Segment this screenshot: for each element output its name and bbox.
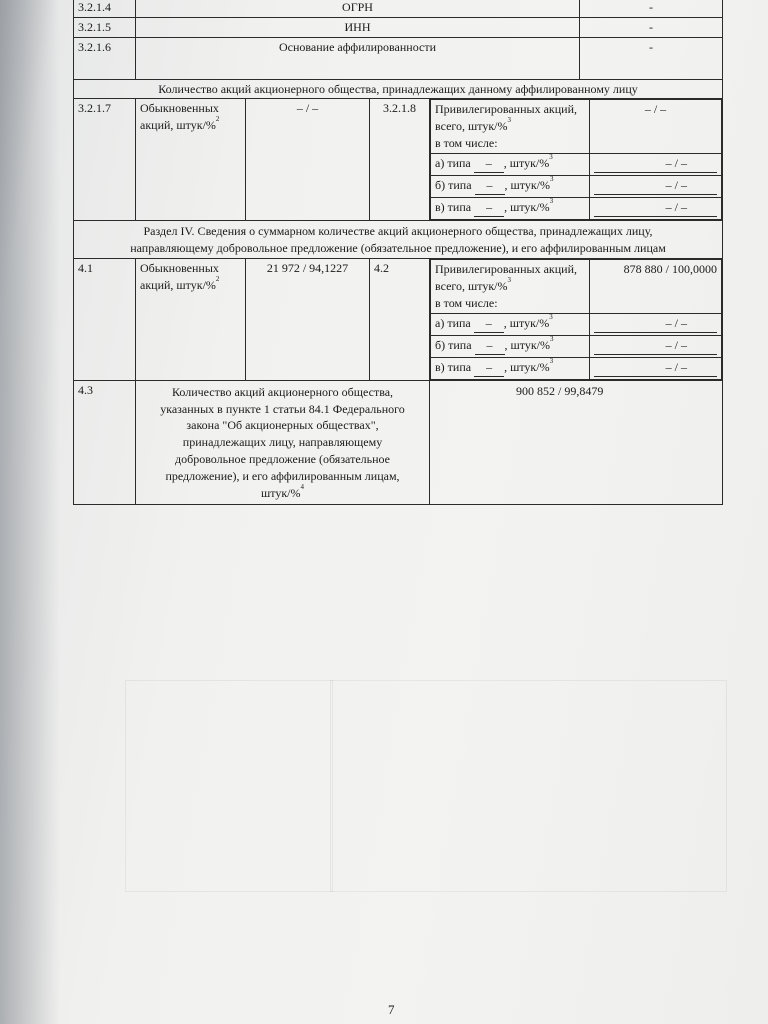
row-number: 3.2.1.6 — [74, 37, 136, 79]
show-through-divider — [330, 680, 333, 892]
footnote-ref: 3 — [549, 152, 553, 161]
preferred-shares-value: 878 880 / 100,0000 — [590, 260, 722, 313]
type-b-value: – / – — [590, 175, 722, 197]
preferred-shares-label: Привилегированных акций, всего, штук/%$^3$ в том числе: — [431, 260, 590, 313]
ordinary-shares-label: Обыкновенных акций, штук/%$^2$ — [136, 259, 246, 380]
field-label-ogrn: ОГРН — [136, 0, 580, 17]
type-b-label: б) типа – , штук/%$^3$ — [431, 335, 590, 357]
row-number: 4.1 — [74, 259, 136, 380]
including-label: в том числе: — [435, 135, 498, 150]
ordinary-shares-label: Обыкновенных акций, штук/%$^2$ — [136, 99, 246, 220]
type-blank: – — [475, 337, 505, 355]
footnote-ref: 3 — [549, 356, 554, 365]
table-row — [74, 380, 723, 505]
type-a-value: – / – — [590, 153, 722, 175]
table-row — [74, 99, 723, 220]
type-blank: – — [474, 199, 504, 217]
page-edge-shadow — [0, 0, 60, 1024]
table-row — [74, 79, 723, 99]
row-number: 3.2.1.7 — [74, 99, 136, 220]
table-row — [74, 37, 723, 79]
row-number: 3.2.1.4 — [74, 0, 136, 17]
table-row — [74, 17, 723, 37]
row-number: 4.2 — [370, 259, 430, 380]
preferred-shares-value: – / – — [590, 100, 722, 153]
footnote-ref: 3 — [550, 334, 554, 343]
field-label-inn: ИНН — [136, 17, 580, 37]
section-header-affiliate-shares: Количество акций акционерного общества, принадлежащих данному аффилированному лицу — [74, 79, 723, 99]
type-blank: – — [474, 315, 504, 333]
ordinary-shares-value: 21 972 / 94,1227 — [246, 259, 370, 380]
total-affiliated-shares-value: 900 852 / 99,8479 — [430, 380, 723, 505]
footnote-ref: 3 — [507, 116, 512, 125]
row-number: 3.2.1.5 — [74, 17, 136, 37]
field-value-affiliation-basis: - — [580, 37, 723, 79]
type-c-label: в) типа – , штук/%$^3$ — [431, 357, 590, 379]
footnote-ref: 2 — [215, 275, 220, 284]
footnote-ref: 2 — [215, 115, 220, 124]
footnote-ref: 3 — [549, 196, 554, 205]
type-c-value: – / – — [590, 357, 722, 379]
table-row — [74, 0, 723, 17]
type-c-value: – / – — [590, 197, 722, 219]
row-number: 3.2.1.8 — [370, 99, 430, 220]
field-value-inn: - — [580, 17, 723, 37]
show-through-table — [125, 680, 727, 892]
type-b-label: б) типа – , штук/%$^3$ — [431, 175, 590, 197]
page-number: 7 — [388, 1002, 395, 1017]
table-row — [74, 259, 723, 380]
type-b-value: – / – — [590, 335, 722, 357]
preferred-shares-label: Привилегированных акций, всего, штук/%$^3$ в том числе: — [431, 100, 590, 153]
type-blank: – — [475, 177, 505, 195]
section-header-section-iv: Раздел IV. Сведения о суммарном количестве акций акционерного общества, принадлежащих лицу, направляющему добровольное предложение (обязательное предложение), и его аффилированным лицам — [74, 220, 723, 259]
including-label: в том числе: — [435, 295, 498, 310]
footnote-ref: 3 — [507, 276, 512, 285]
footnote-ref: 3 — [550, 174, 554, 183]
type-c-label: в) типа – , штук/%$^3$ — [431, 197, 590, 219]
type-blank: – — [474, 359, 504, 377]
preferred-shares-block — [430, 259, 723, 380]
type-a-label: а) типа – , штук/%$^3$ — [431, 153, 590, 175]
row-number: 4.3 — [74, 380, 136, 505]
type-a-value: – / – — [590, 313, 722, 335]
type-a-label: а) типа – , штук/%$^3$ — [431, 313, 590, 335]
table-row — [74, 220, 723, 259]
footnote-ref: 4 — [300, 482, 304, 491]
field-label-affiliation-basis: Основание аффилированности — [136, 37, 580, 79]
total-affiliated-shares-label: Количество акций акционерного общества, указанных в пункте 1 статьи 84.1 Федерального закона "Об акционерных обществах", принадлежащих лицу, направляющему добровольное предложение (обязательное предложение), и его аффилированным лицам, штук/%$^4$ — [136, 380, 430, 505]
footnote-ref: 3 — [549, 312, 553, 321]
preferred-shares-block — [430, 99, 723, 220]
ordinary-shares-value: – / – — [246, 99, 370, 220]
type-blank: – — [474, 155, 504, 173]
form-table — [73, 0, 723, 505]
field-value-ogrn: - — [580, 0, 723, 17]
